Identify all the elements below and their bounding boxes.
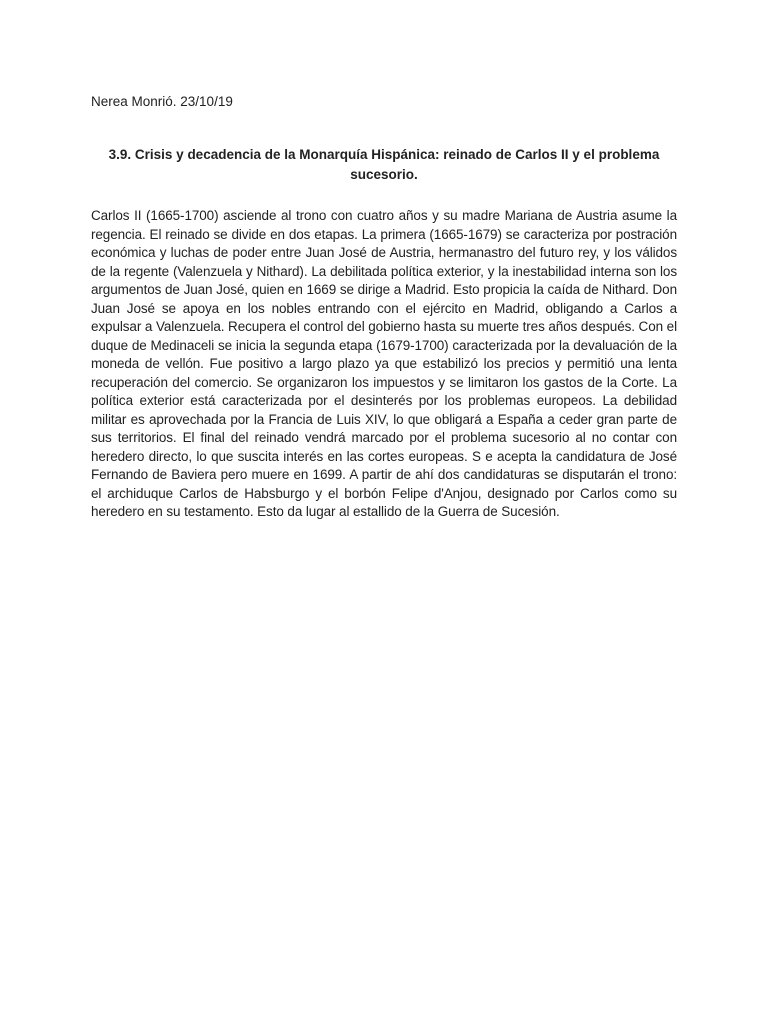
document-title: 3.9. Crisis y decadencia de la Monarquía Hispánica: reinado de Carlos II y el problema sucesorio.: [108, 147, 660, 182]
author-date-line: Nerea Monrió. 23/10/19: [91, 94, 233, 109]
body-paragraph: Carlos II (1665-1700) asciende al trono con cuatro años y su madre Mariana de Austria asume la regencia. El reinado se divide en dos etapas. La primera (1665-1679) se caracteriza por postración económica y luchas de poder entre Juan José de Austria, hermanastro del futuro rey, y los válidos de la regente (Valenzuela y Nithard). La debilitada política exterior, y la inestabilidad interna son los argumentos de Juan José, quien en 1669 se dirige a Madrid. Esto propicia la caída de Nithard. Don Juan José se apoya en los nobles entrando con el ejército en Madrid, obligando a Carlos a expulsar a Valenzuela. Recupera el control del gobierno hasta su muerte tres años después. Con el duque de Medinaceli se inicia la segunda etapa (1679-1700) caracterizada por la devaluación de la moneda de vellón. Fue positivo a largo plazo ya que estabilizó los precios y permitió una lenta recuperación del comercio. Se organizaron los impuestos y se limitaron los gastos de la Corte. La política exterior está caracterizada por el desinterés por los problemas europeos. La debilidad militar es aprovechada por la Francia de Luis XIV, lo que obligará a España a ceder gran parte de sus territorios. El final del reinado vendrá marcado por el problema sucesorio al no contar con heredero directo, lo que suscita interés en las cortes europeas. S e acepta la candidatura de José Fernando de Baviera pero muere en 1699. A partir de ahí dos candidaturas se disputarán el trono: el archiduque Carlos de Habsburgo y el borbón Felipe d'Anjou, designado por Carlos como su heredero en su testamento. Esto da lugar al estallido de la Guerra de Sucesión.: [91, 208, 677, 519]
document-body: [91, 207, 677, 522]
